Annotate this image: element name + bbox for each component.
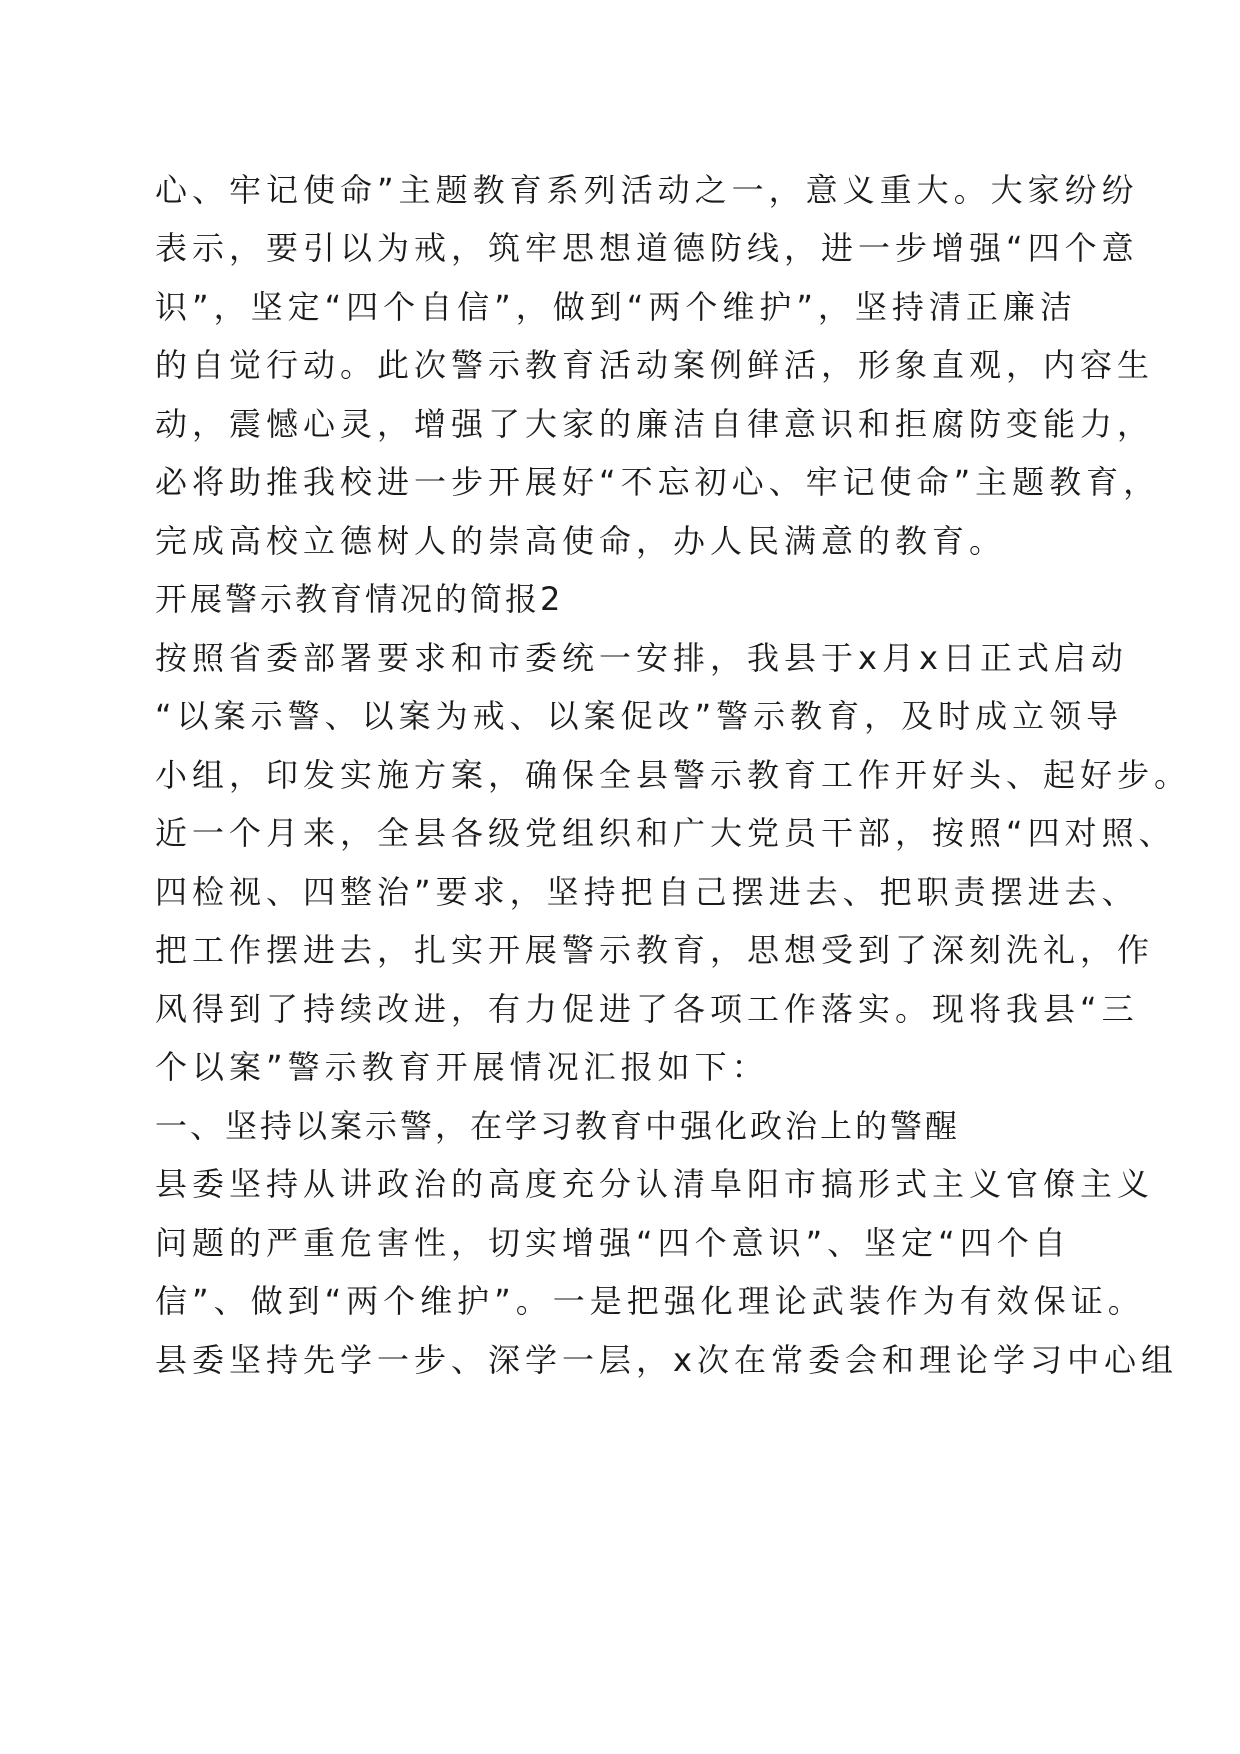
text-line: 风得到了持续改进，有力促进了各项工作落实。现将我县“三 [155,990,1139,1028]
text-line: 近一个月来，全县各级党组织和广大党员干部，按照“四对照、 [155,814,1176,852]
text-line: 必将助推我校进一步开展好“不忘初心、牢记使命”主题教育， [155,463,1161,501]
text-line: 识”，坚定“四个自信”，做到“两个维护”，坚持清正廉洁 [155,288,1077,326]
text-line: 心、牢记使命”主题教育系列活动之一，意义重大。大家纷纷 [155,171,1139,209]
text-line: 完成高校立德树人的崇高使命，办人民满意的教育。 [155,522,1007,560]
text-line: 表示，要引以为戒，筑牢思想道德防线，进一步增强“四个意 [155,229,1139,267]
text-line: 问题的严重危害性，切实增强“四个意识”、坚定“四个自 [155,1224,1071,1262]
text-line: 信”、做到“两个维护”。一是把强化理论武装作为有效保证。 [155,1282,1145,1320]
section-heading: 一、坚持以案示警，在学习教育中强化政治上的警醒 [155,1107,961,1145]
text-line: 个以案”警示教育开展情况汇报如下： [155,1048,769,1086]
text-line: 动，震憾心灵，增强了大家的廉洁自律意识和拒腐防变能力， [155,405,1155,443]
text-line: 四检视、四整治”要求，坚持把自己摆进去、把职责摆进去、 [155,873,1139,911]
text-line: 按照省委部署要求和市委统一安排，我县于x月x日正式启动 [155,639,1128,677]
text-line: 县委坚持从讲政治的高度充分认清阜阳市搞形式主义官僚主义 [155,1165,1155,1203]
section-heading: 开展警示教育情况的简报2 [155,580,564,618]
text-line: 把工作摆进去，扎实开展警示教育，思想受到了深刻洗礼，作 [155,931,1155,969]
text-line: “以案示警、以案为戒、以案促改”警示教育，及时成立领导 [155,697,1124,735]
text-line: 小组，印发实施方案，确保全县警示教育工作开好头、起好步。 [155,756,1192,794]
text-line: 县委坚持先学一步、深学一层，x次在常委会和理论学习中心组 [155,1341,1178,1379]
text-line: 的自觉行动。此次警示教育活动案例鲜活，形象直观，内容生 [155,346,1155,384]
